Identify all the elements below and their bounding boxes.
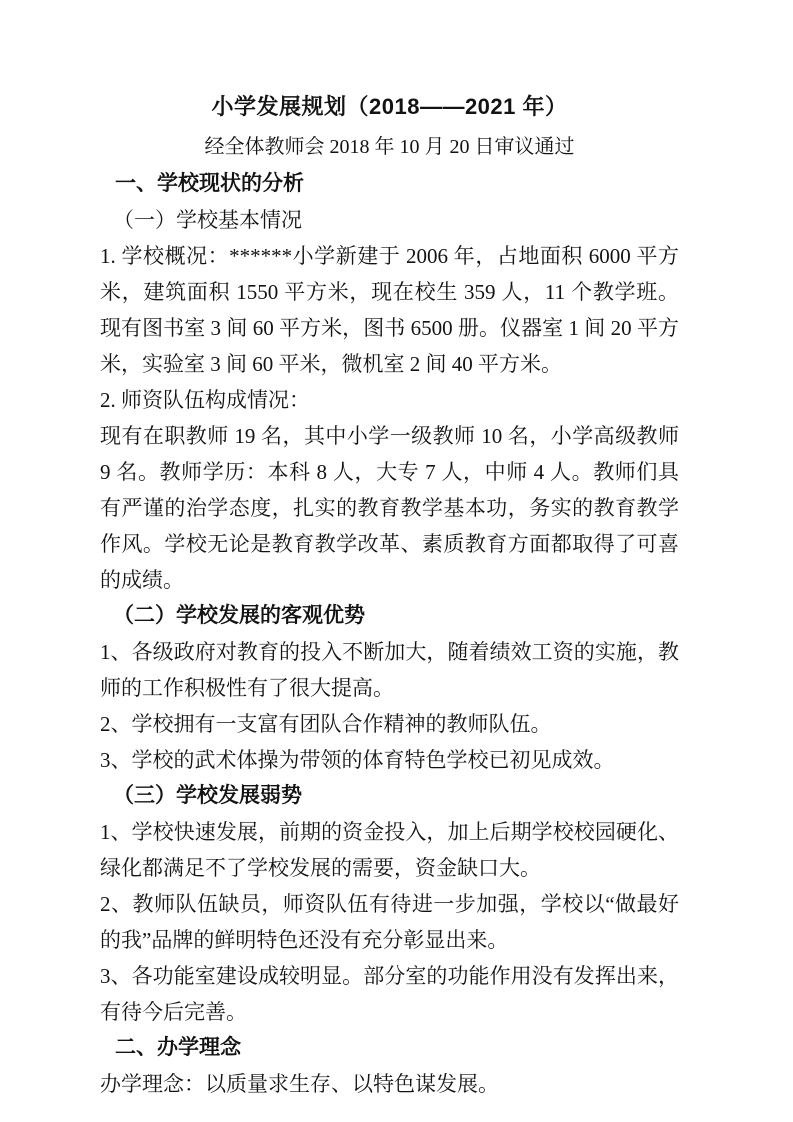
- document-title: 小学发展规划（2018——2021 年）: [211, 94, 568, 119]
- paragraph-weakness-2: 2、教师队伍缺员，师资队伍有待进一步加强，学校以“做最好的我”品牌的鲜明特色还没有充分彰显出来。: [100, 892, 679, 952]
- paragraph-weakness-3: 3、各功能室建设成较明显。部分室的功能作用没有发挥出来，有待今后完善。: [100, 964, 679, 1024]
- paragraph-weakness-1: 1、学校快速发展，前期的资金投入，加上后期学校校园硬化、绿化都满足不了学校发展的需要，资金缺口大。: [100, 820, 679, 880]
- sub-heading-1-3: （三）学校发展弱势: [113, 784, 302, 807]
- section-heading-1: 一、学校现状的分析: [115, 172, 304, 195]
- paragraph-staff-label: 2. 师资队伍构成情况：: [100, 388, 310, 412]
- sub-heading-1-1: （一）学校基本情况: [113, 208, 302, 232]
- paragraph-philosophy: 办学理念：以质量求生存、以特色谋发展。: [100, 1072, 499, 1096]
- sub-heading-1-2: （二）学校发展的客观优势: [113, 604, 365, 627]
- paragraph-advantage-1: 1、各级政府对教育的投入不断加大，随着绩效工资的实施，教师的工作积极性有了很大提高。: [100, 640, 679, 700]
- document-subtitle: 经全体教师会 2018 年 10 月 20 日审议通过: [204, 136, 575, 158]
- paragraph-school-overview: 1. 学校概况：******小学新建于 2006 年，占地面积 6000 平方米，建筑面积 1550 平方米，现在校生 359 人，11 个教学班。现有图书室 3 间 60 平方米，图书 6500 册。仪器室 1 间 20 平方米，实验室 3 间 60 平米，微机室 2 间 40 平方米。: [100, 244, 680, 376]
- section-heading-2: 二、办学理念: [115, 1036, 241, 1059]
- paragraph-advantage-2: 2、学校拥有一支富有团队合作精神的教师队伍。: [100, 712, 552, 736]
- paragraph-staff-detail: 现有在职教师 19 名，其中小学一级教师 10 名，小学高级教师 9 名。教师学历：本科 8 人，大专 7 人，中师 4 人。教师们具有严谨的治学态度，扎实的教育教学基本功，务实的教育教学作风。学校无论是教育教学改革、素质教育方面都取得了可喜的成绩。: [100, 424, 679, 592]
- paragraph-advantage-3: 3、学校的武术体操为带领的体育特色学校已初见成效。: [100, 748, 615, 772]
